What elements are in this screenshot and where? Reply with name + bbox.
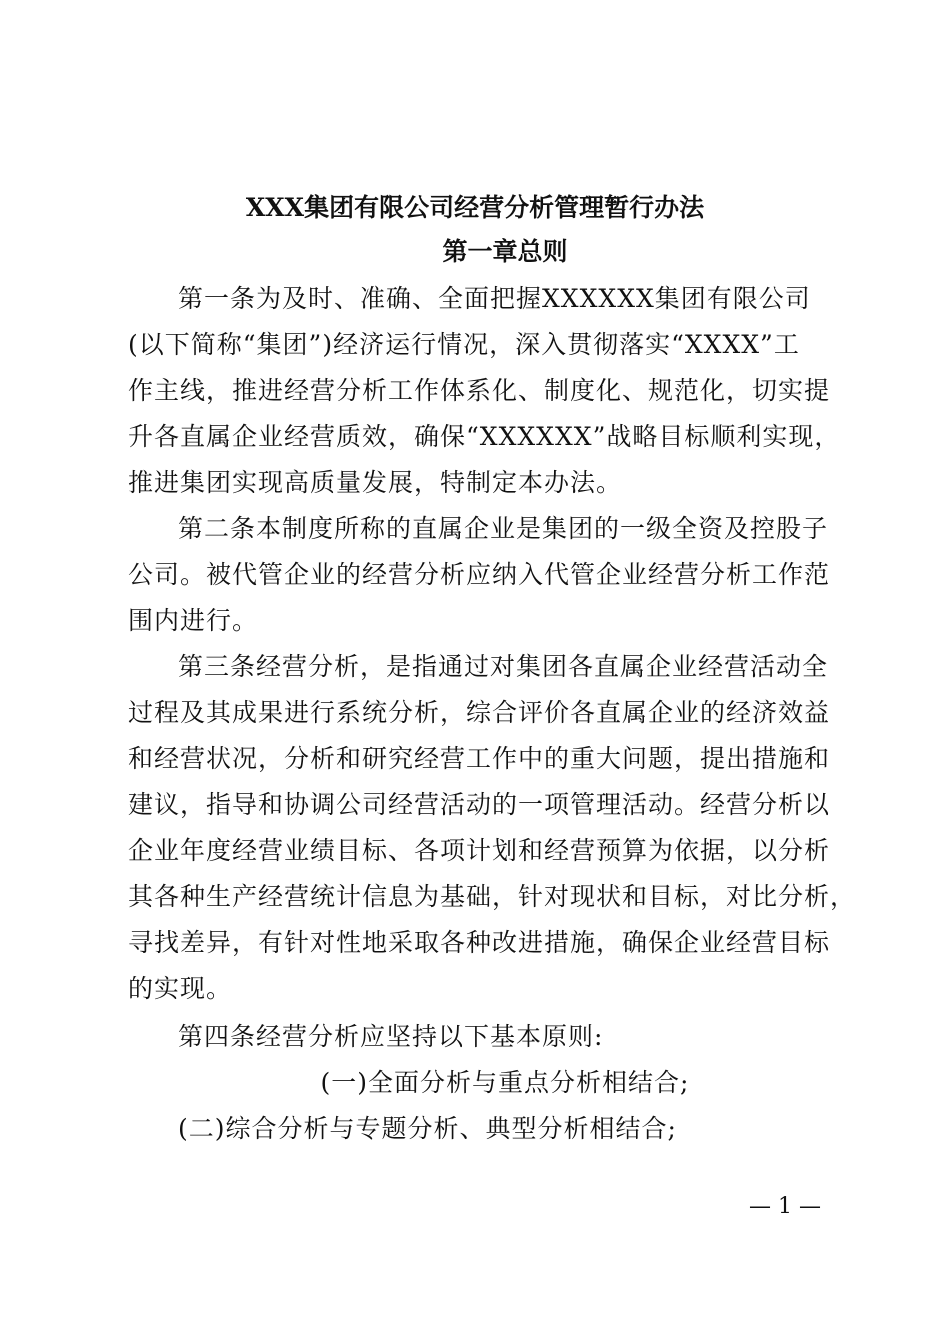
article-2-line-1: 第二条本制度所称的直属企业是集团的一级全资及控股子: [178, 514, 829, 543]
article-1-line-1: 第一条为及时、准确、全面把握XXXXXX集团有限公司: [178, 284, 811, 313]
article-3-line-3: 和经营状况，分析和研究经营工作中的重大问题，提出措施和: [128, 744, 831, 773]
article-2-line-3: 围内进行。: [128, 606, 259, 635]
article-3-line-5: 企业年度经营业绩目标、各项计划和经营预算为依据，以分析: [128, 836, 831, 865]
article-1-line-3: 作主线，推进经营分析工作体系化、制度化、规范化，切实提: [128, 376, 831, 405]
article-1-line-4: 升各直属企业经营质效，确保“XXXXXX”战略目标顺利实现，: [128, 422, 841, 451]
chapter-heading: 第一章总则: [442, 237, 568, 266]
article-3-line-4: 建议，指导和协调公司经营活动的一项管理活动。经营分析以: [128, 790, 831, 819]
article-2-line-2: 公司。被代管企业的经营分析应纳入代管企业经营分析工作范: [128, 560, 831, 589]
article-4-line-1: 第四条经营分析应坚持以下基本原则:: [178, 1022, 604, 1051]
article-3-line-7: 寻找差异，有针对性地采取各种改进措施，确保企业经营目标: [128, 928, 831, 957]
principle-2: (二)综合分析与专题分析、典型分析相结合;: [178, 1114, 677, 1143]
article-1-line-5: 推进集团实现高质量发展，特制定本办法。: [128, 468, 623, 497]
document-title: XXX集团有限公司经营分析管理暂行办法: [245, 193, 705, 222]
article-3-line-2: 过程及其成果进行系统分析，综合评价各直属企业的经济效益: [128, 698, 831, 727]
article-3-line-8: 的实现。: [128, 974, 233, 1003]
article-3-line-6: 其各种生产经营统计信息为基础，针对现状和目标，对比分析，: [128, 882, 857, 911]
article-3-line-1: 第三条经营分析，是指通过对集团各直属企业经营活动全: [178, 652, 829, 681]
page-number: — 1 —: [749, 1194, 821, 1219]
principle-1: (一)全面分析与重点分析相结合;: [320, 1068, 690, 1097]
article-1-line-2: (以下简称“集团”)经济运行情况，深入贯彻落实“XXXX”工: [128, 330, 800, 359]
